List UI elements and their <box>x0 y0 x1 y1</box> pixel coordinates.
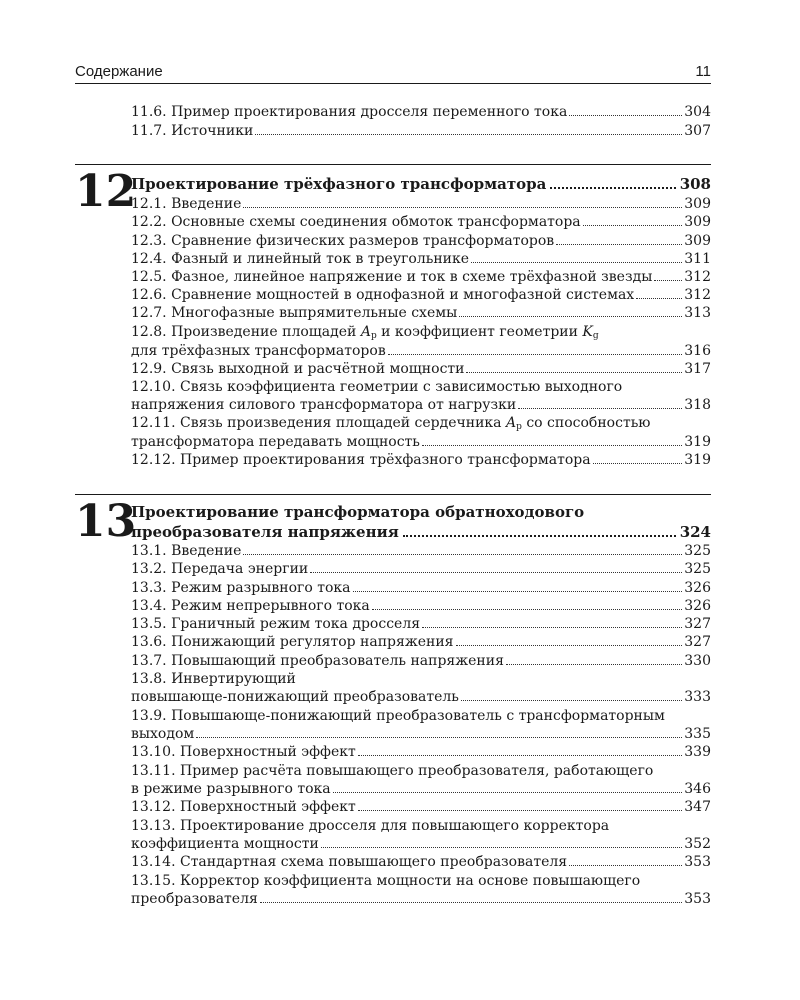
toc-entry-page: 317 <box>684 361 711 377</box>
toc-entry-page: 327 <box>684 634 711 650</box>
toc-entry-label: в режиме разрывного тока <box>131 781 331 797</box>
toc-entry-page: 327 <box>684 616 711 632</box>
toc-entry-13-15-line2[interactable] <box>131 890 711 908</box>
toc-entry-page: 346 <box>684 781 711 797</box>
toc-entry-page: 325 <box>684 543 711 559</box>
toc-entry-12-11-line2[interactable] <box>131 433 711 451</box>
toc-entry-11-7[interactable] <box>131 122 711 140</box>
toc-entry-13-13-line1[interactable]: 13.13. Проектирование дросселя для повышающего корректора <box>131 818 610 834</box>
chapter-12-rule <box>75 164 711 165</box>
running-head <box>75 63 711 83</box>
toc-entry-11-6[interactable] <box>131 103 711 121</box>
dot-leader <box>471 262 682 263</box>
symbol-ap: A <box>360 324 371 340</box>
toc-entry-page: 335 <box>684 726 711 742</box>
toc-entry-13-5[interactable] <box>131 615 711 633</box>
toc-entry-13-8-line2[interactable] <box>131 688 711 706</box>
toc-entry-13-13-line2[interactable] <box>131 835 711 853</box>
dot-leader <box>260 902 682 903</box>
header-rule <box>75 83 711 84</box>
toc-entry-page: 307 <box>684 123 711 139</box>
toc-entry-12-6[interactable] <box>131 286 711 304</box>
chapter-title-text: Проектирование трёхфазного трансформатора <box>131 175 547 193</box>
toc-entry-label: 12.6. Сравнение мощностей в однофазной и многофазной системах <box>131 287 635 303</box>
toc-entry-label: 13.1. Введение <box>131 543 242 559</box>
dot-leader <box>422 627 682 628</box>
toc-entry-13-7[interactable] <box>131 652 711 670</box>
toc-entry-page: 309 <box>684 196 711 212</box>
toc-entry-12-4[interactable] <box>131 250 711 268</box>
toc-entry-page: 319 <box>684 434 711 450</box>
toc-entry-page: 319 <box>684 452 711 468</box>
toc-entry-12-12[interactable] <box>131 451 711 469</box>
dot-leader <box>243 554 682 555</box>
symbol-ap: A <box>505 415 517 431</box>
toc-entry-13-6[interactable] <box>131 633 711 651</box>
subscript: p <box>370 331 377 341</box>
dot-leader <box>358 810 682 811</box>
toc-entry-label: для трёхфазных трансформаторов <box>131 343 386 359</box>
dot-leader <box>459 316 682 317</box>
toc-entry-label: 13.2. Передача энергии <box>131 561 309 577</box>
toc-entry-label: 13.10. Поверхностный эффект <box>131 744 356 760</box>
toc-entry-label: повышающе-понижающий преобразователь <box>131 689 459 705</box>
dot-leader <box>636 298 682 299</box>
toc-entry-label: 13.3. Режим разрывного тока <box>131 580 351 596</box>
page-number: 11 <box>695 63 711 80</box>
toc-entry-page: 316 <box>684 343 711 359</box>
toc-entry-13-1[interactable] <box>131 542 711 560</box>
toc-entry-label: 11.7. Источники <box>131 123 254 139</box>
dot-leader <box>353 591 683 592</box>
toc-entry-page: 347 <box>684 799 711 815</box>
dot-leader <box>654 280 682 281</box>
chapter-12-number: 12 <box>75 166 137 217</box>
toc-entry-label: и коэффициент геометрии <box>376 324 583 340</box>
chapter-12-title[interactable] <box>131 175 711 194</box>
toc-entry-13-9-line2[interactable] <box>131 725 711 743</box>
dot-leader <box>243 207 682 208</box>
dot-leader <box>358 755 682 756</box>
toc-entry-label: 13.7. Повышающий преобразователь напряжения <box>131 653 504 669</box>
toc-entry-12-8-line2[interactable] <box>131 342 711 360</box>
toc-entry-12-5[interactable] <box>131 268 711 286</box>
toc-entry-label: со способностью <box>521 415 651 431</box>
toc-entry-page: 330 <box>684 653 711 669</box>
dot-leader <box>466 372 682 373</box>
dot-leader <box>372 609 683 610</box>
toc-entry-label: 12.12. Пример проектирования трёхфазного трансформатора <box>131 452 591 468</box>
toc-entry-label: 13.5. Граничный режим тока дросселя <box>131 616 421 632</box>
dot-leader <box>333 792 683 793</box>
toc-entry-page: 318 <box>684 397 711 413</box>
toc-entry-12-1[interactable] <box>131 195 711 213</box>
toc-entry-13-3[interactable] <box>131 579 711 597</box>
subscript: g <box>592 331 599 341</box>
toc-entry-13-14[interactable] <box>131 853 711 871</box>
dot-leader <box>461 700 682 701</box>
toc-entry-page: 309 <box>684 233 711 249</box>
toc-entry-label: 13.4. Режим непрерывного тока <box>131 598 370 614</box>
toc-entry-label: 13.12. Поверхностный эффект <box>131 799 356 815</box>
toc-entry-13-10[interactable] <box>131 743 711 761</box>
toc-entry-page: 309 <box>684 214 711 230</box>
toc-entry-label: 12.8. Произведение площадей <box>131 324 361 340</box>
toc-entry-page: 353 <box>684 854 711 870</box>
dot-leader <box>310 572 682 573</box>
toc-entry-12-10-line1[interactable]: 12.10. Связь коэффициента геометрии с зависимостью выходного <box>131 379 623 395</box>
toc-entry-label: 12.11. Связь произведения площадей сердечника <box>131 415 506 431</box>
toc-entry-13-9-line1[interactable]: 13.9. Повышающе-понижающий преобразователь с трансформаторным <box>131 708 665 724</box>
dot-leader <box>569 865 682 866</box>
chapter-13-rule <box>75 494 711 495</box>
toc-entry-label: 11.6. Пример проектирования дросселя переменного тока <box>131 104 568 120</box>
toc-entry-label: 12.2. Основные схемы соединения обмоток трансформатора <box>131 214 581 230</box>
toc-entry-13-8-line1[interactable]: 13.8. Инвертирующий <box>131 671 296 687</box>
toc-entry-page: 313 <box>684 305 711 321</box>
toc-entry-page: 339 <box>684 744 711 760</box>
toc-entry-page: 353 <box>684 891 711 907</box>
dot-leader <box>456 645 683 646</box>
dot-leader <box>388 354 683 355</box>
dot-leader <box>422 445 682 446</box>
dot-leader <box>506 664 682 665</box>
running-head-title: Содержание <box>75 63 163 80</box>
dot-leader <box>518 408 682 409</box>
toc-entry-label: выходом <box>131 726 195 742</box>
chapter-13-number: 13 <box>75 496 137 547</box>
toc-entry-page: 311 <box>684 251 711 267</box>
toc-entry-label: 12.5. Фазное, линейное напряжение и ток в схеме трёхфазной звезды <box>131 269 653 285</box>
dot-leader <box>255 134 682 135</box>
dot-leader <box>321 847 682 848</box>
chapter-13-title-line2[interactable] <box>131 523 711 542</box>
chapter-page: 324 <box>679 523 711 541</box>
dot-leader <box>550 187 675 189</box>
symbol-kg: K <box>582 324 593 340</box>
toc-entry-page: 312 <box>684 269 711 285</box>
toc-entry-13-2[interactable] <box>131 560 711 578</box>
toc-entry-12-9[interactable] <box>131 360 711 378</box>
chapter-13-title-line1[interactable]: Проектирование трансформатора обратноходового <box>131 503 585 521</box>
toc-entry-12-10-line2[interactable] <box>131 396 711 414</box>
toc-entry-label: напряжения силового трансформатора от нагрузки <box>131 397 517 413</box>
subscript: p <box>516 422 522 432</box>
toc-entry-13-12[interactable] <box>131 798 711 816</box>
chapter-title-text: преобразователя напряжения <box>131 523 399 541</box>
toc-entry-13-4[interactable] <box>131 597 711 615</box>
toc-entry-12-3[interactable] <box>131 232 711 250</box>
toc-entry-label: 13.6. Понижающий регулятор напряжения <box>131 634 454 650</box>
toc-entry-page: 325 <box>684 561 711 577</box>
toc-entry-page: 326 <box>684 598 711 614</box>
toc-entry-12-2[interactable] <box>131 213 711 231</box>
toc-entry-label: коэффициента мощности <box>131 836 319 852</box>
toc-entry-label: 12.3. Сравнение физических размеров трансформаторов <box>131 233 555 249</box>
toc-entry-label: 12.9. Связь выходной и расчётной мощности <box>131 361 465 377</box>
toc-entry-12-7[interactable] <box>131 304 711 322</box>
toc-entry-13-11-line2[interactable] <box>131 780 711 798</box>
toc-entry-label: трансформатора передавать мощность <box>131 434 420 450</box>
toc-entry-label: преобразователя <box>131 891 258 907</box>
toc-entry-page: 304 <box>684 104 711 120</box>
dot-leader <box>593 463 683 464</box>
toc-entry-label: 12.1. Введение <box>131 196 242 212</box>
dot-leader <box>403 535 676 537</box>
toc-entry-label: 13.14. Стандартная схема повышающего преобразователя <box>131 854 568 870</box>
toc-entry-page: 333 <box>684 689 711 705</box>
dot-leader <box>583 225 683 226</box>
dot-leader <box>569 115 682 116</box>
dot-leader <box>556 244 682 245</box>
chapter-page: 308 <box>679 175 711 193</box>
toc-entry-label: 12.4. Фазный и линейный ток в треугольнике <box>131 251 470 267</box>
toc-entry-page: 326 <box>684 580 711 596</box>
toc-entry-label: 12.7. Многофазные выпрямительные схемы <box>131 305 458 321</box>
toc-entry-13-15-line1[interactable]: 13.15. Корректор коэффициента мощности на основе повышающего <box>131 873 641 889</box>
toc-entry-page: 352 <box>684 836 711 852</box>
toc-entry-page: 312 <box>684 287 711 303</box>
toc-entry-13-11-line1[interactable]: 13.11. Пример расчёта повышающего преобразователя, работающего <box>131 763 654 779</box>
dot-leader <box>196 737 682 738</box>
